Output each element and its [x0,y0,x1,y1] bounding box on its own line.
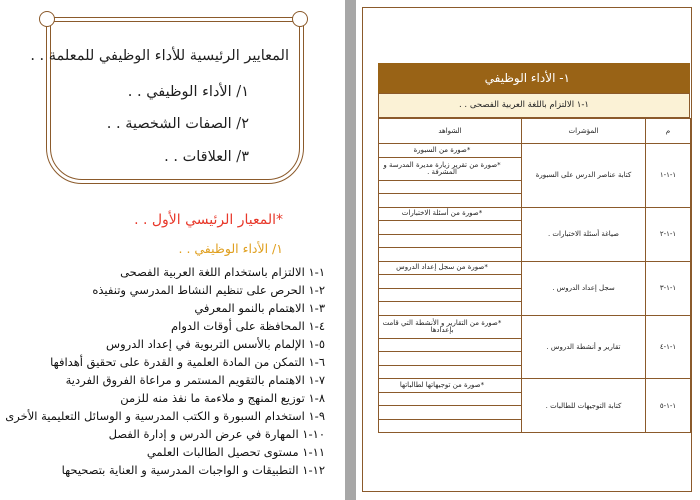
list-item: ١١-١ مستوى تحصيل الطالبات العلمي [146,445,325,459]
list-item: ٩-١ استخدام السبورة و الكتب المدرسية و الوسائل التعليمية الأخرى [5,409,325,423]
evidence-cell: *صورة من توجيهاتها لطالباتها [379,379,522,393]
list-item: ٨-١ توزيع المنهج و ملاءمة ما نفذ منه للزمن [120,391,325,405]
list-item: ٢-١ الحرص على تنظيم النشاط المدرسي وتنفيذه [92,283,325,297]
header-indicators: المؤشرات [522,119,646,144]
list-item: ٧-١ الاهتمام بالتقويم المستمر و مراعاة الفروق الفردية [65,373,325,387]
evidence-cell [379,248,522,262]
indicator-cell: كتابة التوجيهات للطالبات . [522,379,646,433]
evidence-cell [379,406,522,420]
evidence-cell [379,352,522,366]
sub-heading: ١/ الأداء الوظيفي . . [178,241,283,256]
evidence-cell [379,275,522,289]
header-evidence: الشواهد [379,119,522,144]
evidence-cell [379,302,522,316]
evidence-cell: *صورة من سجل إعداد الدروس [379,261,522,275]
list-item: ٣-١ الاهتمام بالنمو المعرفي [194,301,325,315]
page-separator [345,0,356,500]
evidence-cell: *صورة من التقارير و الأنشطة التي قامت بإعدادها [379,315,522,338]
evidence-cell [379,338,522,352]
row-number: ١-١-٤ [646,315,691,379]
frame-title: المعايير الرئيسية للأداء الوظيفي للمعلمة . . [30,48,289,64]
row-number: ١-١-٥ [646,379,691,433]
indicator-cell: سجل إعداد الدروس . [522,261,646,315]
left-page [0,0,345,500]
section-title: ١- الأداء الوظيفي [378,63,690,93]
frame-corner-ornament [39,11,55,27]
list-item: ١٢-١ التطبيقات و الواجبات المدرسية و العناية بتصحيحها [61,463,325,477]
frame-item: ٢/ الصفات الشخصية . . [106,116,249,132]
frame-corner-ornament [292,11,308,27]
row-number: ١-١-١ [646,144,691,208]
indicator-cell: صياغة أسئلة الاختبارات . [522,207,646,261]
indicators-table [378,118,691,433]
evidence-cell: *صورة من تقرير زيارة مديرة المدرسة و المشرفة . [379,157,522,180]
evidence-cell [379,419,522,433]
list-item: ١٠-١ المهارة في عرض الدرس و إدارة الفصل [108,427,325,441]
evidence-cell [379,221,522,235]
list-item: ٥-١ الإلمام بالأسس التربوية في إعداد الدروس [106,337,325,351]
list-item: ٤-١ المحافظة على أوقات الدوام [171,319,325,333]
evidence-cell [379,180,522,194]
right-page [356,0,700,500]
subsection-title: ١-١ الالتزام باللغة العربية الفصحى . . [378,93,690,118]
evidence-cell [379,288,522,302]
frame-item: ١/ الأداء الوظيفي . . [127,84,249,100]
evidence-cell [379,194,522,208]
list-item: ٦-١ التمكن من المادة العلمية و القدرة على تحقيق أهدافها [50,355,325,369]
indicator-cell: كتابة عناصر الدرس على السبورة [522,144,646,208]
evidence-cell [379,392,522,406]
row-number: ١-١-٢ [646,207,691,261]
evidence-cell [379,234,522,248]
frame-item: ٣/ العلاقات . . [164,149,249,165]
evidence-cell [379,365,522,379]
row-number: ١-١-٣ [646,261,691,315]
evidence-cell: *صورة من السبورة [379,144,522,158]
main-heading: *المعيار الرئيسي الأول . . [134,212,283,228]
header-number: م [646,119,691,144]
list-item: ١-١ الالتزام باستخدام اللغة العربية الفصحى [120,265,325,279]
evidence-cell: *صورة من أسئلة الاختبارات [379,207,522,221]
indicator-cell: تقارير و أنشطة الدروس . [522,315,646,379]
